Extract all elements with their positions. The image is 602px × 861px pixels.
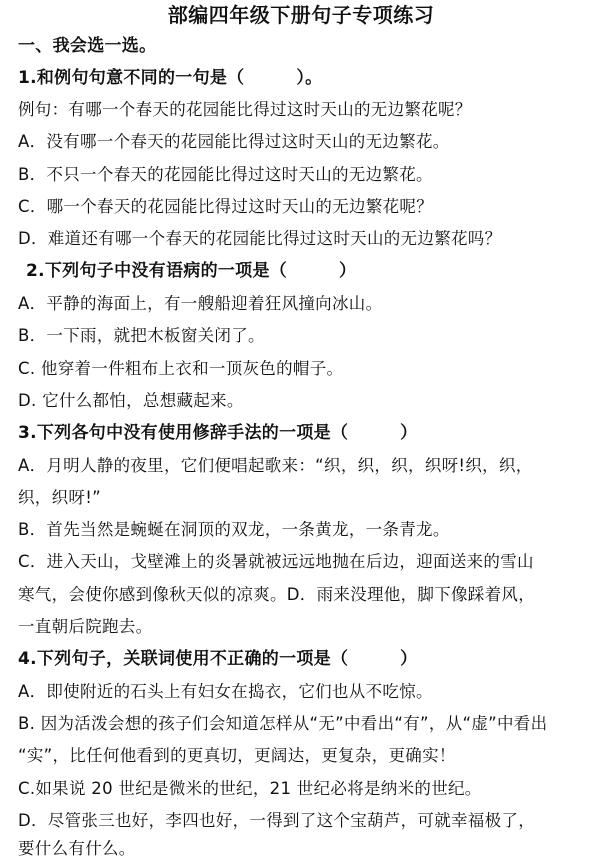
section-heading: 一、我会选一选。: [18, 36, 157, 56]
question-4-option-b-line2: “实”，比任何他看到的更真切，更阔达，更复杂，更确实！: [18, 746, 456, 765]
page-title: 部编四年级下册句子专项练习: [167, 3, 435, 27]
question-4-option-d-line1: D．尽管张三也好，李四也好，一得到了这个宝葫芦，可就幸福极了，: [18, 811, 536, 830]
question-2-option-d: D. 它什么都怕，总想藏起来。: [18, 391, 244, 410]
question-3-option-c-line2: 寒气，会使你感到像秋天似的凉爽。D．雨来没理他，脚下像踩着风，: [18, 585, 536, 604]
question-3-option-b: B．首先当然是蜿蜒在洞顶的双龙，一条黄龙，一条青龙。: [18, 520, 450, 539]
question-2-option-c: C. 他穿着一件粗布上衣和一顶灰色的帽子。: [18, 359, 344, 378]
question-4-option-a: A．即使附近的石头上有妇女在捣衣，它们也从不吃惊。: [18, 682, 433, 701]
question-3-stem: 3.下列各句中没有使用修辞手法的一项是（ ）: [18, 423, 418, 443]
question-1-option-a: A．没有哪一个春天的花园能比得过这时天山的无边繁花。: [18, 132, 450, 151]
question-1-option-c: C．哪一个春天的花园能比得过这时天山的无边繁花呢？: [18, 197, 434, 216]
question-2-option-b: B．一下雨，就把木板窗关闭了。: [18, 326, 265, 345]
question-3-option-a-line1: A．月明人静的夜里，它们便唱起歌来：“织，织，织，织呀!织，织，: [18, 456, 533, 475]
question-4-option-b-line1: B. 因为活泼会想的孩子们会知道怎样从“无”中看出“有”，从“虚”中看出: [18, 714, 548, 733]
question-4-option-d-line2: 要什么有什么。: [18, 839, 136, 858]
question-2-stem: 2.下列句子中没有语病的一项是（ ）: [26, 261, 357, 281]
question-4-option-c: C.如果说 20 世纪是微米的世纪，21 世纪必将是纳米的世纪。: [18, 779, 482, 798]
question-3-option-c-line1: C．进入天山，戈壁滩上的炎暑就被远远地抛在后边，迎面送来的雪山: [18, 552, 534, 571]
question-4-stem: 4.下列句子，关联词使用不正确的一项是（ ）: [18, 649, 418, 669]
question-3-option-a-line2: 织，织呀!”: [18, 488, 101, 507]
question-3-option-c-line3: 一直朝后院跑去。: [18, 617, 153, 636]
question-1-option-b: B．不只一个春天的花园能比得过这时天山的无边繁花。: [18, 165, 433, 184]
question-2-option-a: A．平静的海面上，有一艘船迎着狂风撞向冰山。: [18, 294, 383, 313]
question-1-option-d: D．难道还有哪一个春天的花园能比得过这时天山的无边繁花吗？: [18, 229, 502, 248]
question-1-stem: 1.和例句句意不同的一句是（ ）。: [18, 68, 323, 88]
question-1-example: 例句：有哪一个春天的花园能比得过这时天山的无边繁花呢？: [18, 100, 472, 119]
